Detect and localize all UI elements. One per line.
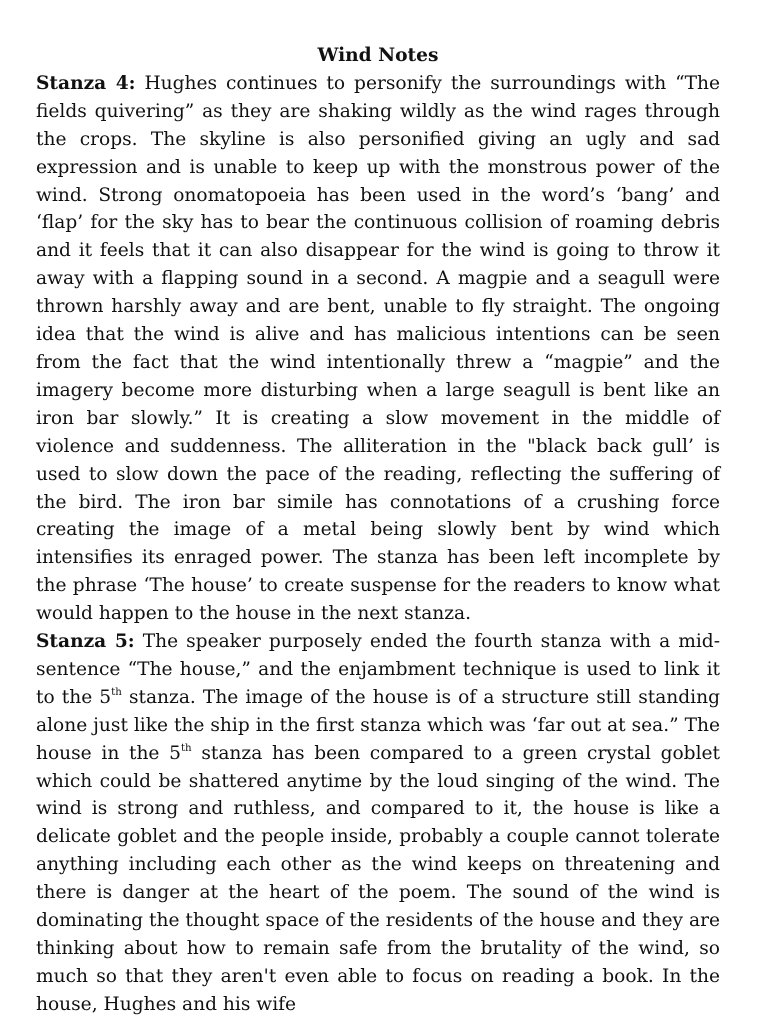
stanza-4-label: Stanza 4: <box>36 72 136 94</box>
stanza-5-text-b: stanza. The image of the house is of a structure still standing alone just like the ship in the first stanza which was ‘far out at sea.” The house in the 5 <box>36 686 720 764</box>
stanza-4-text: Hughes continues to personify the surroundings with “The fields quivering” as they are shaking wildly as the wind rages through the crops. The skyline is also personified giving an ugly and sad expression and is unable to keep up with the monstrous power of the wind. Strong onomatopoeia has been used in the word’s ‘bang’ and ‘flap’ for the sky has to bear the continuous collision of roaming debris and it feels that it can also disappear for the wind is going to throw it away with a flapping sound in a second. A magpie and a seagull were thrown harshly away and are bent, unable to fly straight. The ongoing idea that the wind is alive and has malicious intentions can be seen from the fact that the wind intentionally threw a “magpie” and the imagery become more disturbing when a large seagull is bent like an iron bar slowly.” It is creating a slow movement in the middle of violence and suddenness. The alliteration in the "black back gull’ is used to slow down the pace of the reading, reflecting the suffering of the bird. The iron bar simile has connotations of a crushing force creating the image of a metal being slowly bent by wind which intensifies its enraged power. The stanza has been left incomplete by the phrase ‘The house’ to create suspense for the readers to know what would happen to the house in the next stanza. <box>36 72 720 625</box>
ordinal-suffix: th <box>180 742 192 754</box>
stanza-4-paragraph <box>36 70 720 628</box>
document-page <box>36 42 720 1019</box>
stanza-5-paragraph <box>36 628 720 1019</box>
ordinal-suffix: th <box>111 686 122 698</box>
stanza-5-label: Stanza 5: <box>36 631 135 653</box>
document-title: Wind Notes <box>317 45 439 66</box>
stanza-5-text-c: stanza has been compared to a green crystal goblet which could be shattered anytime by the loud singing of the wind. The wind is strong and ruthless, and compared to it, the house is like a delicate goblet and the people inside, probably a couple cannot tolerate anything including each other as the wind keeps on threatening and there is danger at the heart of the poem. The sound of the wind is dominating the thought space of the residents of the house and they are thinking about how to remain safe from the brutality of the wind, so much so that they aren't even able to focus on reading a book. In the house, Hughes and his wife <box>36 742 721 1015</box>
stanza-5-text-a: The speaker purposely ended the fourth stanza with a mid-sentence “The house,” and the enjambment technique is used to link it to the 5 <box>36 631 720 708</box>
